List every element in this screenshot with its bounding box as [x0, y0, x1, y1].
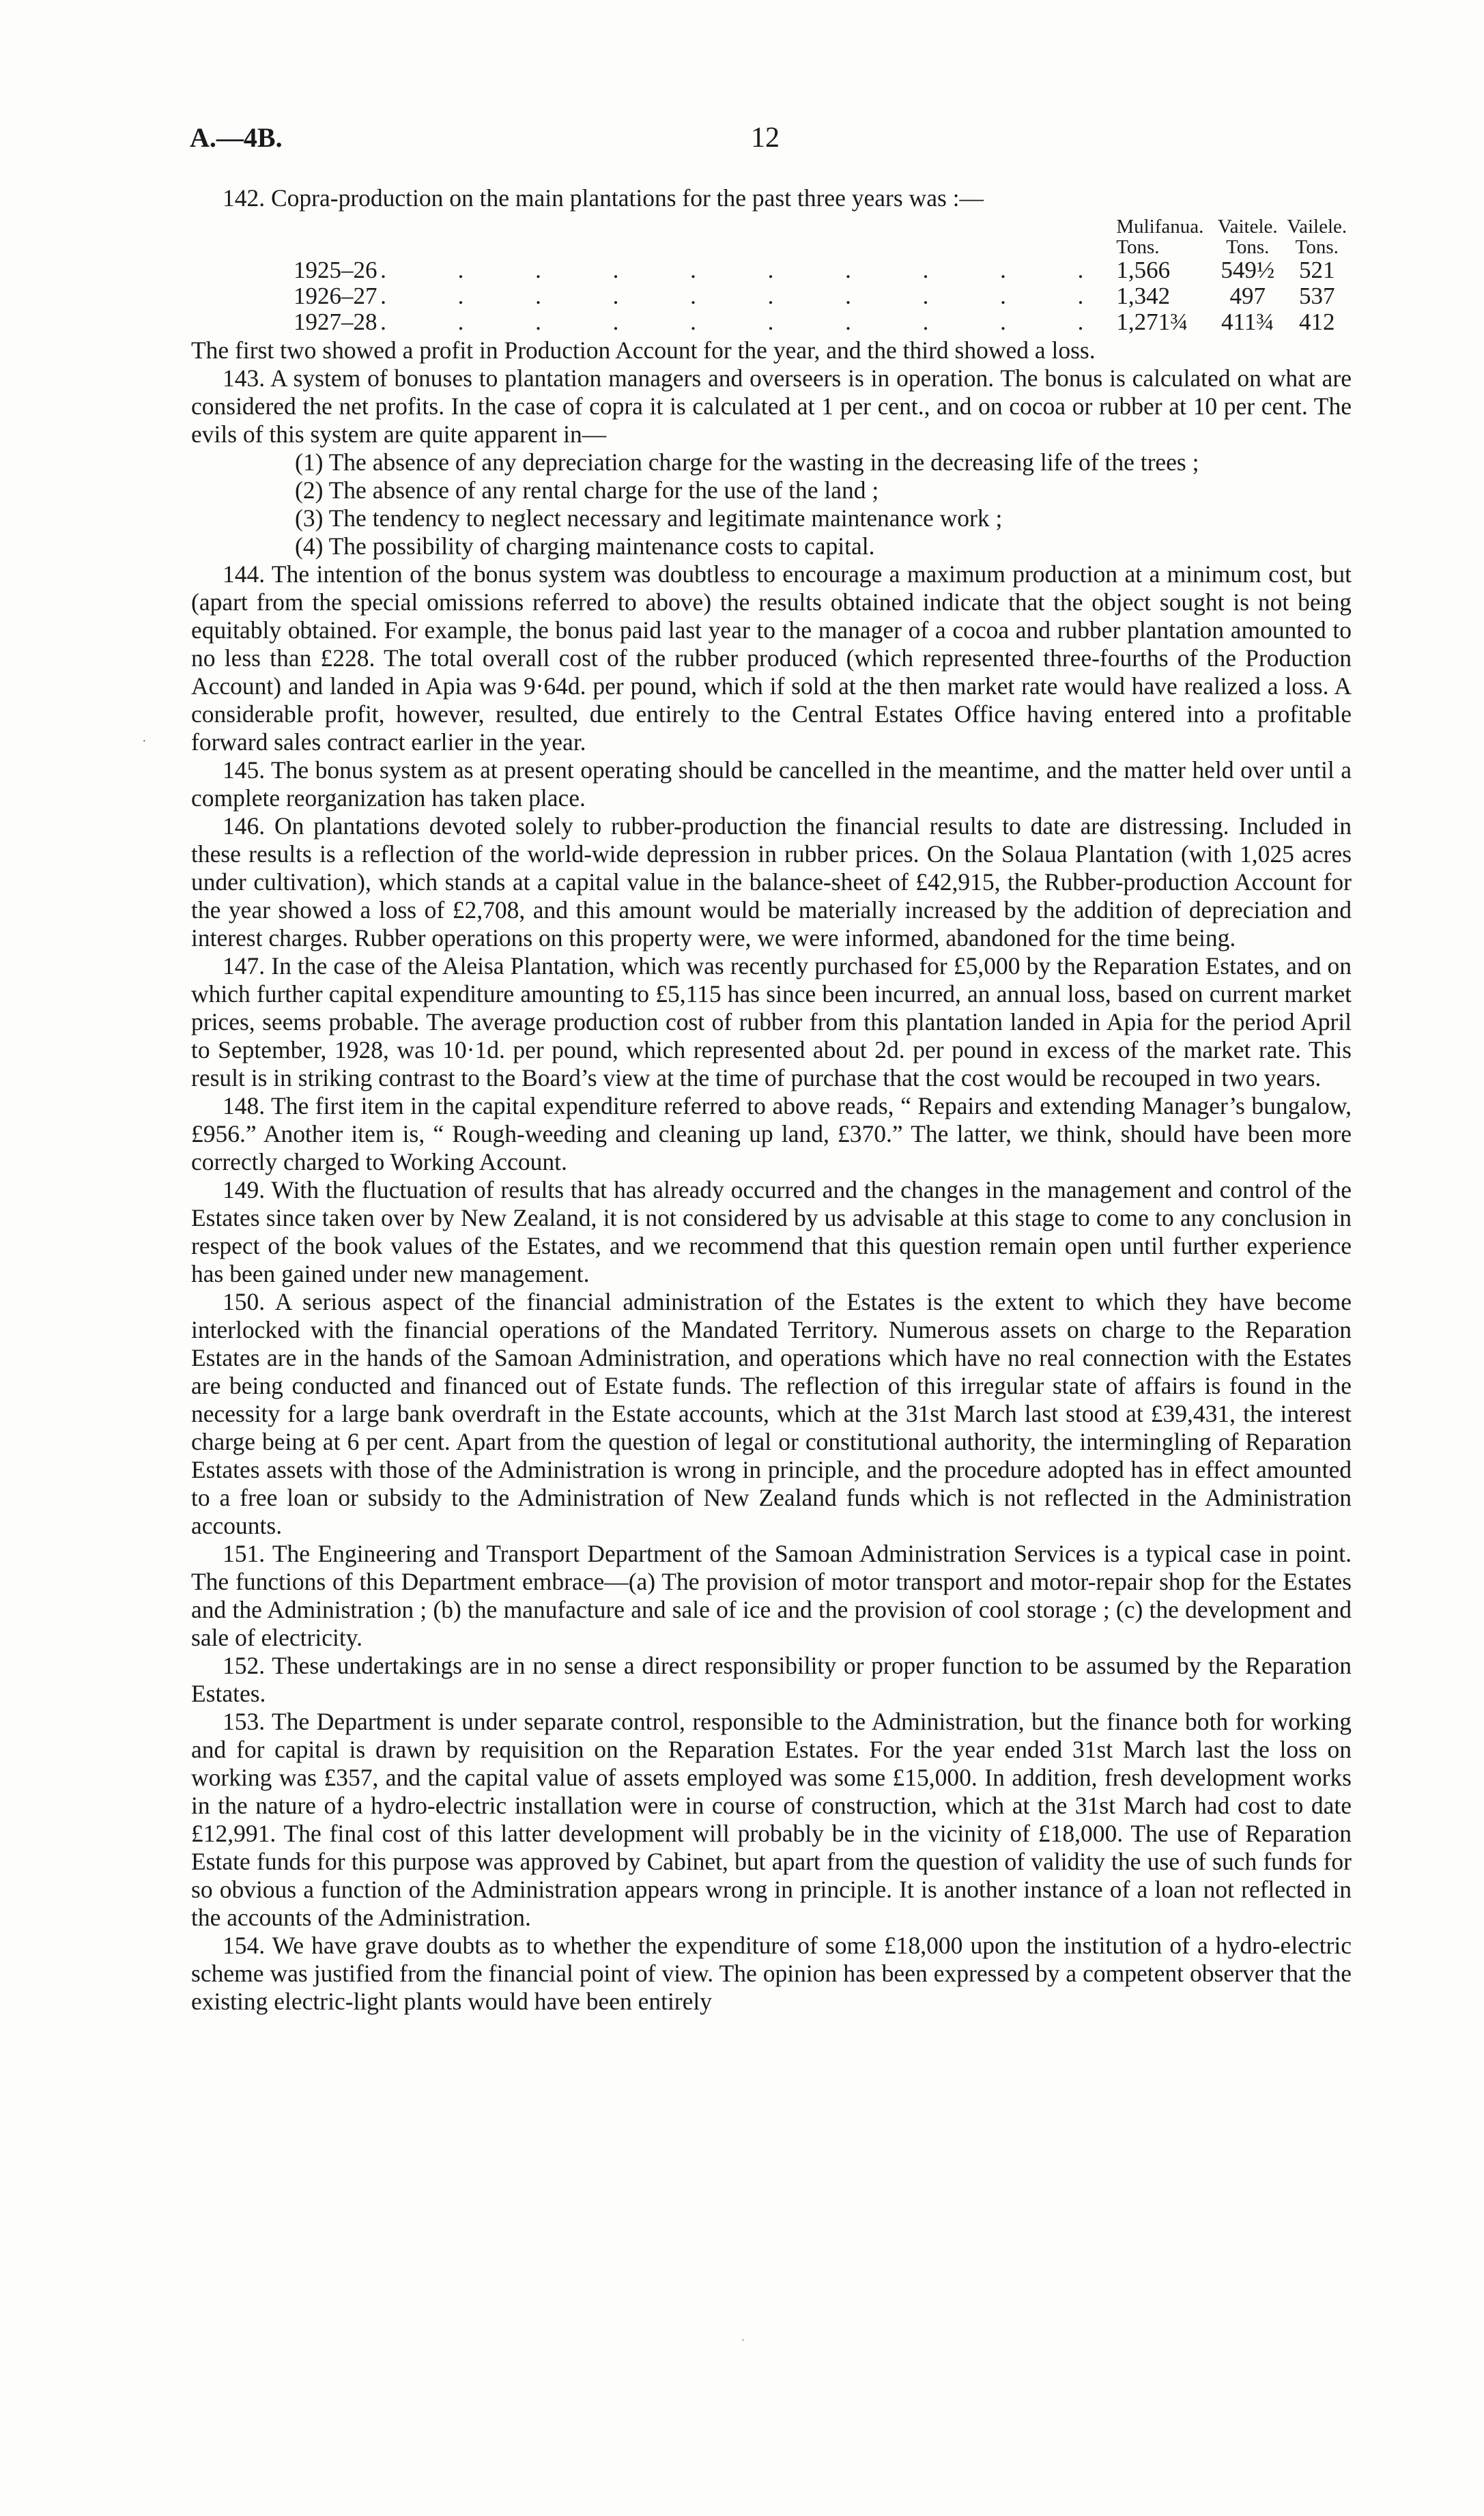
- vaitele-cell: 411¾: [1221, 309, 1274, 335]
- paragraph-150: 150. A serious aspect of the financial administration of the Estates is the extent to which they have become interlocked with the financial operations of the Mandated Territory. Numerous assets on charge to the Reparation Estates are in the hands of the Samoan Administration, and operations which have no real connection with the Estates are being conducted and financed out of Estate funds. The reflection of this irregular state of affairs is found in the necessity for a large bank overdraft in the Estate accounts, which at the 31st March last stood at £39,431, the interest charge being at 6 per cent. Apart from the question of legal or constitutional authority, the intermingling of Reparation Estates assets with those of the Administration is wrong in principle, and the procedure adopted has in effect amounted to a free loan or subsidy to the Administration of New Zealand funds which is not reflected in the Administration accounts.: [191, 1288, 1352, 1539]
- vailele-cell: 412: [1299, 309, 1335, 335]
- vailele-cell: 521: [1299, 257, 1335, 283]
- paragraph-154: 154. We have grave doubts as to whether the expenditure of some £18,000 upon the institution of a hydro-electric scheme was justified from the financial point of view. The opinion has been expressed by a competent observer that the existing electric-light plants would have been entirely: [191, 1932, 1352, 2015]
- body-text: [191, 184, 1352, 2016]
- paragraph-144: 144. The intention of the bonus system was doubtless to encourage a maximum production at a minimum cost, but (apart from the special omissions referred to above) the results obtained indicate that the object sought is not being equitably obtained. For example, the bonus paid last year to the manager of a cocoa and rubber plantation amounted to no less than £228. The total overall cost of the rubber produced (which represented three-fourths of the Production Account) and landed in Apia was 9·64d. per pound, which if sold at the then market rate would have realized a loss. A considerable profit, however, resulted, due entirely to the Central Estates Office having entered into a profitable forward sales contract earlier in the year.: [191, 560, 1352, 756]
- paragraph-145: 145. The bonus system as at present operating should be cancelled in the meantime, and the matter held over until a complete reorganization has taken place.: [191, 756, 1352, 812]
- leader-dots: . . . . . . . . . .: [380, 257, 1117, 283]
- column-unit: Tons.: [1226, 236, 1270, 258]
- evils-list: [191, 448, 1352, 560]
- paragraph-153: 153. The Department is under separate control, responsible to the Administration, but the finance both for working and for capital is drawn by requisition on the Reparation Estates. For the year ended 31st March last the loss on working was £357, and the capital value of assets employed was some £15,000. In addition, fresh development works in the nature of a hydro-electric installation were in course of construction, which at the 31st March had cost to date £12,991. The final cost of this latter development will probably be in the vicinity of £18,000. The use of Reparation Estate funds for this purpose was approved by Cabinet, but apart from the question of validity the use of such funds for so obvious a function of the Administration appears wrong in principle. It is another instance of a loan not reflected in the accounts of the Administration.: [191, 1708, 1352, 1931]
- paragraph-143: 143. A system of bonuses to plantation managers and overseers is in operation. The bonus is calculated on what are considered the net profits. In the case of copra it is calculated at 1 per cent., and on cocoa or rubber at 10 per cent. The evils of this system are quite apparent in—: [191, 364, 1352, 448]
- year-cell: 1927–28: [294, 309, 377, 335]
- page-header: [190, 121, 1350, 162]
- copra-production-table: [294, 216, 1352, 335]
- list-item: (4) The possibility of charging maintenance costs to capital.: [295, 532, 875, 560]
- vailele-cell: 537: [1299, 283, 1335, 309]
- table-units-row: [294, 237, 1352, 257]
- column-unit: Tons.: [1295, 236, 1339, 258]
- vaitele-cell: 497: [1229, 283, 1266, 309]
- table-row: [294, 309, 1352, 335]
- table-row: [294, 257, 1352, 283]
- paragraph-151: 151. The Engineering and Transport Department of the Samoan Administration Services is a typical case in point. The functions of this Department embrace—(a) The provision of motor transport and motor-repair shop for the Estates and the Administration ; (b) the manufacture and sale of ice and the provision of cool storage ; (c) the development and sale of electricity.: [191, 1540, 1352, 1651]
- paragraph-142-conclusion: The first two showed a profit in Production Account for the year, and the third showed a loss.: [191, 337, 1096, 364]
- table-row: [294, 283, 1352, 309]
- margin-speck: ·: [142, 734, 147, 749]
- mulifanua-cell: 1,342: [1116, 283, 1171, 309]
- paragraph-142-intro: 142. Copra-production on the main plantations for the past three years was :—: [223, 184, 984, 212]
- list-item: (2) The absence of any rental charge for the use of the land ;: [295, 476, 879, 504]
- column-header: Vailele.: [1287, 216, 1347, 238]
- document-reference: A.—4B.: [190, 122, 283, 153]
- page-number: 12: [751, 122, 780, 154]
- column-header: Vaitele.: [1217, 216, 1278, 238]
- leader-dots: . . . . . . . . . .: [380, 283, 1117, 309]
- vaitele-cell: 549½: [1221, 257, 1275, 283]
- leader-dots: . . . . . . . . . .: [380, 309, 1117, 335]
- column-header: Mulifanua.: [1116, 216, 1204, 238]
- paragraph-146: 146. On plantations devoted solely to rubber-production the financial results to date are distressing. Included in these results is a reflection of the world-wide depression in rubber prices. On the Solaua Plantation (with 1,025 acres under cultivation), which stands at a capital value in the balance-sheet of £42,915, the Rubber-production Account for the year showed a loss of £2,708, and this amount would be materially increased by the addition of depreciation and interest charges. Rubber operations on this property were, we were informed, abandoned for the time being.: [191, 812, 1352, 952]
- year-cell: 1926–27: [294, 283, 377, 309]
- paragraph-148: 148. The first item in the capital expenditure referred to above reads, “ Repairs and extending Manager’s bungalow, £956.” Another item is, “ Rough-weeding and cleaning up land, £370.” The latter, we think, should have been more correctly charged to Working Account.: [191, 1092, 1352, 1175]
- page-speck: ·: [741, 2333, 745, 2348]
- year-cell: 1925–26: [294, 257, 377, 283]
- mulifanua-cell: 1,566: [1116, 257, 1171, 283]
- list-item: (1) The absence of any depreciation charge for the wasting in the decreasing life of the trees ;: [295, 448, 1199, 476]
- table-header-row: [294, 216, 1352, 237]
- paragraph-149: 149. With the fluctuation of results that has already occurred and the changes in the management and control of the Estates since taken over by New Zealand, it is not considered by us advisable at this stage to come to any conclusion in respect of the book values of the Estates, and we recommend that this question remain open until further experience has been gained under new management.: [191, 1176, 1352, 1287]
- list-item: (3) The tendency to neglect necessary and legitimate maintenance work ;: [295, 504, 1003, 532]
- mulifanua-cell: 1,271¾: [1116, 309, 1188, 335]
- column-unit: Tons.: [1116, 236, 1160, 258]
- paragraph-152: 152. These undertakings are in no sense a direct responsibility or proper function to be assumed by the Reparation Estates.: [191, 1652, 1352, 1707]
- paragraph-147: 147. In the case of the Aleisa Plantation, which was recently purchased for £5,000 by the Reparation Estates, and on which further capital expenditure amounting to £5,115 has since been incurred, an annual loss, based on current market prices, seems probable. The average production cost of rubber from this plantation landed in Apia for the period April to September, 1928, was 10·1d. per pound, which represented about 2d. per pound in excess of the market rate. This result is in striking contrast to the Board’s view at the time of purchase that the cost would be recouped in two years.: [191, 952, 1352, 1091]
